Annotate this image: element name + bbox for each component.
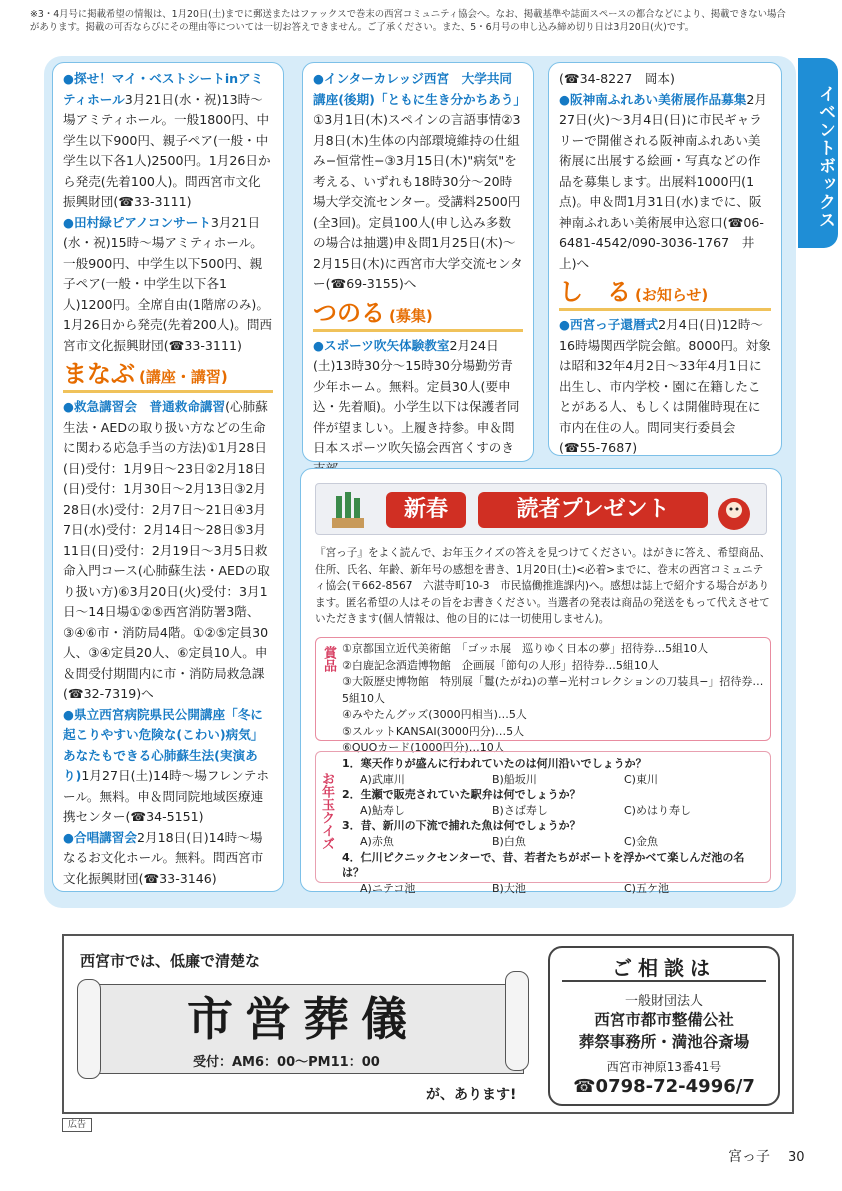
event-item [63,828,273,890]
quiz-question: 1．寒天作りが盛んに行われていたのは何川沿いでしょうか？ [342,757,647,770]
event-body: (☎34-8227 岡本) [559,71,675,86]
quiz-question: 4．仁川ピクニックセンターで、昔、若者たちがボートを浮かべて楽しんだ池の名は？ [342,850,745,880]
prize-item: ⑤スルットKANSAI(3000円分)…5人 [342,724,525,738]
quiz-options [342,834,762,850]
event-body: 2月27日(火)〜3月4日(日)に市民ギャラリーで開催される阪神南ふれあい美術展に出展する絵画・写真などの作品を募集します。出展料1000円(1点)。申＆問1月31日(水)までに、阪神南ふれあい美術展申込窓口(☎06-6481-4542/090-3036-1767 井上)へ [559,91,767,271]
event-body: ①3月1日(木)スペインの言語事情②3月8日(木)生体の内部環境維持の仕組み−恒常性−③3月15日(木)"病気"を考える、いずれも18時30分〜20時場大学交流センター。受講料2500円(全3回)。定員100人(申し込み多数の場合は抽選)申＆問1月25日(木)〜2月15日(木)に西宮市大学交流センター(☎69-3155)へ [313,112,523,291]
quiz-options [342,881,762,897]
reader-present-box [300,468,782,895]
quiz-option: B)さば寿し [492,803,548,817]
submission-notice: ※3・4月号に掲載希望の情報は、1月20日(土)までに郵送またはファックスで巻末の西宮コミュニティ協会へ。なお、掲載基準や誌面スペースの都合などにより、掲載できない場合があります。掲載の可否ならびにその理由等については一切お答えできません。ご了承ください。また、5・6月号の申し込み締め切り日は3月20日(火)です。 [30,9,786,33]
event-item [313,69,527,295]
office-address: 西宮市神原13番41号 [606,1060,722,1074]
kadomatsu-icon [326,490,370,530]
quiz-option: A)武庫川 [360,772,405,786]
event-item [63,397,273,705]
present-banner [315,483,767,535]
page-number: 30 [788,1150,805,1165]
quiz-question: 3．昔、新川の下流で捕れた魚は何でしょうか？ [342,819,581,833]
event-item [63,69,273,213]
scroll-curl-right [505,971,529,1071]
quiz-option: B)船坂川 [492,772,537,786]
event-body: 2月18日(日)14時〜場なるお文化ホール。無料。問西宮市文化振興財団(☎33-3146) [63,829,264,886]
section-heading-manabu [63,360,273,393]
event-body: 1月27日(土)14時〜場フレンテホール。無料。申＆問同院地域医療連携センター(☎34-5151) [63,768,269,824]
quiz-option: A)ニテコ池 [360,881,416,895]
banner-new-year-label: 新春 [386,492,466,528]
quiz-questions [342,756,762,896]
ad-reception-hours: 受付：AM6：00〜PM11：00 [193,1055,380,1070]
prize-list-box [315,637,771,754]
section-heading-shiru [559,278,771,311]
prize-list [342,641,770,757]
scroll-curl-left [77,979,101,1079]
section-subtitle: (お知らせ) [635,286,709,304]
quiz-option: B)白魚 [492,834,526,848]
quiz-option: C)金魚 [624,834,658,848]
event-box-tab: イベントボックス [798,58,838,248]
ad-closing-text: が、あります! [426,1087,517,1103]
section-subtitle: (講座・講習) [139,368,228,386]
ad-intro-text: 西宮市では、低廉で清楚な [80,952,261,970]
event-body: 2月24日(土)13時30分〜15時30分場勤労青少年ホーム。無料。定員30人(要申込・先着順)。小学生以下は保護者同伴が望ましい。上履き持参。申＆問日本スポーツ吹矢協会西宮くすのき [313,337,520,455]
event-item [559,69,771,90]
funeral-advertisement [62,934,794,1114]
quiz-label: お年玉クイズ [319,772,334,850]
magazine-name: 宮っ子 [728,1149,770,1165]
ad-scroll-banner [82,984,524,1074]
quiz-option: A)赤魚 [360,834,394,848]
new-year-quiz-box [315,751,771,895]
prize-item: ⑥QUOカード(1000円分)…10人 [342,741,505,754]
prize-item: ②白鹿記念酒造博物館 企画展「節句の人形」招待券…5組10人 [342,658,659,672]
section-heading-tsunoru [313,299,523,332]
event-column-1 [52,62,284,892]
event-item [559,315,771,459]
quiz-option: C)五ケ池 [624,881,669,895]
event-title: ●救急講習会 普通救命講習 [63,399,226,414]
office-phone: ☎0798-72-4996/7 [573,1076,755,1097]
event-item [559,90,771,275]
event-column-3 [548,62,782,456]
ad-tag: 広告 [62,1118,92,1132]
prize-item: ④みやたんグッズ(3000円相当)…5人 [342,708,527,721]
event-title: ●探せ！マイ・ベストシートinアミティホール [63,71,264,107]
quiz-option: C)東川 [624,772,658,786]
event-item [63,213,273,357]
organization-type: 一般財団法人 [624,994,703,1009]
event-body: (心肺蘇生法・AEDの取り扱い方などの生命に関わる応急手当の方法)①1月28日(日)受付：1月9日〜23日②2月18日(日)受付：1月30日〜2月13日③2月28日(水)受付：2月7日〜21日④3月7日(水)受付：2月14日〜28日⑤3月11日(日)受付：2月19日〜3月5日救命入門コース(心肺蘇生法・AEDの取り扱い方)⑥3月20日(火)受付：3月1日〜14日場①②⑤西宮消防署3階、③④⑥市・消防局4階。①②⑤定員30人、③④定員20人、⑥定員10人。申＆問受付期間内に市・消防局救急課(☎32-7319)へ [63,399,270,701]
divider [562,980,766,982]
consultation-title: ご相談は [612,956,716,980]
section-subtitle: (募集) [389,306,433,325]
event-title: ●インターカレッジ西宮 大学共同講座(後期)「ともに生き分かちあう」 [313,71,527,107]
ad-main-title: 市営葬儀 [187,992,419,1046]
prize-label: 賞品 [321,646,336,672]
event-column-2 [302,62,534,462]
event-body: 2月4日(日)12時〜16時場関西学院会館。8000円。対象は昭和32年4月2日〜33年4月1日に出生し、市内学校・園に在籍したことがある人、もしくは開催時現在に市内在住の人。問同実行委員会(☎55-7687) [559,317,771,455]
prize-item: ③大阪歴史博物館 特別展「鬘(たがね)の華−光村コレクションの刀装具−」招待券…5組10人 [342,675,764,705]
quiz-option: B)大池 [492,881,526,895]
quiz-option: A)鮎寿し [360,803,405,817]
banner-present-title: 読者プレゼント [478,492,708,528]
event-title: ●阪神南ふれあい美術展作品募集 [559,91,747,107]
event-item [313,336,523,480]
event-title: ●スポーツ吹矢体験教室 [313,337,450,353]
section-title: し る [559,278,631,306]
event-title: ●合唱講習会 [63,829,137,845]
event-title: ●田村緑ピアノコンサート [63,214,211,230]
event-body: 3月21日(水・祝)15時〜場アミティホール。一般900円、中学生以下500円、親子ペア(一般・中学生以下各1人)1200円。全席自由(1階席のみ)。1月26日から発売(先着200人)。問西宮市文化振興財団(☎33-3111) [63,214,273,353]
event-item [63,705,273,828]
quiz-options [342,772,762,788]
office-name: 葬祭事務所・満池谷斎場 [578,1033,750,1051]
daruma-icon [712,488,756,532]
consultation-box [548,946,780,1106]
quiz-question: 2．生瀬で販売されていた駅弁は何でしょうか？ [342,788,581,802]
present-instructions: 『宮っ子』をよく読んで、お年玉クイズの答えを見つけてください。はがきに答え、希望商品、住所、氏名、年齢、新年号の感想を書き、1月20日(土)<必着>までに、巻末の西宮コミュニティ協会(〒662-8567 六湛寺町10-3 市民協働推進課内)へ。感想は誌上で紹介する場合があります。匿名希望の人はその旨をお書きください。当選者の発表は商品の発送をもって代えさせていただきます(個人情報は、他の目的には一切使用しません)。 [315,547,771,625]
section-title: つのる [313,298,385,327]
quiz-options [342,803,762,819]
quiz-option: C)めはり寿し [624,803,691,817]
section-title: まなぶ [63,360,135,388]
event-title: ●西宮っ子還暦式 [559,317,659,332]
event-title: ●県立西宮病院県民公開講座「冬に起こりやすい危険な(こわい)病気」あなたもできる心肺蘇生法(実演あり) [63,706,264,783]
organization-name: 西宮市都市整備公社 [594,1011,734,1029]
event-body: 3月21日(水・祝)13時〜場アミティホール。一般1800円、中学生以下900円、親子ペア(一般・中学生以下各1人)2500円。1月26日から発売(先着100人)。問西宮市文化振興財団(☎33-3111) [63,91,271,209]
prize-item: ①京都国立近代美術館 「ゴッホ展 巡りゆく日本の夢」招待券…5組10人 [342,642,709,655]
